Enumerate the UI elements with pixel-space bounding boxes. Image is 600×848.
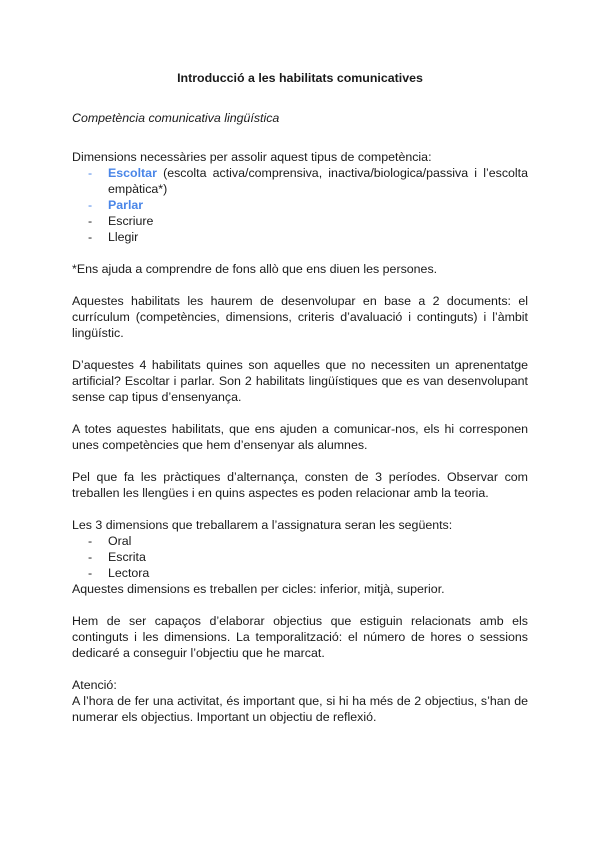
dimension-label: Oral [108, 534, 132, 548]
dimensions-list [72, 533, 528, 581]
list-item [72, 165, 528, 197]
list-dash: - [88, 534, 93, 548]
list-dash: - [88, 230, 93, 244]
list-item [72, 533, 528, 549]
dimension-label: Lectora [108, 566, 150, 580]
list-dash: - [88, 198, 93, 212]
skill-label: Escriure [108, 214, 154, 228]
paragraph-skills: D’aquestes 4 habilitats quines son aquelles que no necessiten un aprenentatge artificial? Escoltar i parlar. Son 2 habilitats lingüístiques que es van desenvolupant sense cap tipus d’ensenyança. [72, 358, 528, 404]
document-title: Introducció a les habilitats comunicatives [177, 71, 423, 85]
paragraph-documents: Aquestes habilitats les haurem de desenvolupar en base a 2 documents: el currículum (competències, dimensions, criteris d’avaluació i continguts) i l’àmbit lingüístic. [72, 294, 528, 340]
list-dash: - [88, 566, 93, 580]
skill-label: Llegir [108, 230, 139, 244]
paragraph-objectives: Hem de ser capaços d’elaborar objectius que estiguin relacionats amb els continguts i les dimensions. La temporalització: el número de hores o sessions dedicaré a conseguir l’objectiu que he marcat. [72, 614, 528, 660]
list-dash: - [88, 550, 93, 564]
skill-detail: (escolta activa/comprensiva, inactiva/biologica/passiva i l’escolta empàtica*) [108, 166, 528, 196]
list-item [72, 229, 528, 245]
attention-label: Atenció: [72, 678, 117, 692]
dimensions-subject-intro: Les 3 dimensions que treballarem a l’assignatura seran les següents: [72, 518, 453, 532]
footnote: *Ens ajuda a comprendre de fons allò que ens diuen les persones. [72, 262, 438, 276]
paragraph-practices: Pel que fa les pràctiques d’alternança, consten de 3 períodes. Observar com treballen les llengües i en quins aspectes es poden relacionar amb la teoria. [72, 470, 528, 500]
dimension-label: Escrita [108, 550, 146, 564]
list-item [72, 213, 528, 229]
skill-label: Parlar [108, 198, 144, 212]
section-subtitle: Competència comunicativa lingüística [72, 111, 280, 125]
dimensions-cycles: Aquestes dimensions es treballen per cicles: inferior, mitjà, superior. [72, 582, 445, 596]
skills-list [72, 165, 528, 245]
list-dash: - [88, 166, 93, 180]
list-item [72, 565, 528, 581]
list-item [72, 549, 528, 565]
list-dash: - [88, 214, 93, 228]
list-item [72, 197, 528, 213]
skill-label: Escoltar [108, 166, 157, 180]
attention-text: A l’hora de fer una activitat, és important que, si hi ha més de 2 objectius, s’han de numerar els objectius. Important un objectiu de reflexió. [72, 694, 528, 724]
document-body [72, 70, 528, 725]
paragraph-competences: A totes aquestes habilitats, que ens ajuden a comunicar-nos, els hi corresponen unes competències que hem d’ensenyar als alumnes. [72, 422, 528, 452]
dimensions-intro: Dimensions necessàries per assolir aquest tipus de competència: [72, 150, 432, 164]
